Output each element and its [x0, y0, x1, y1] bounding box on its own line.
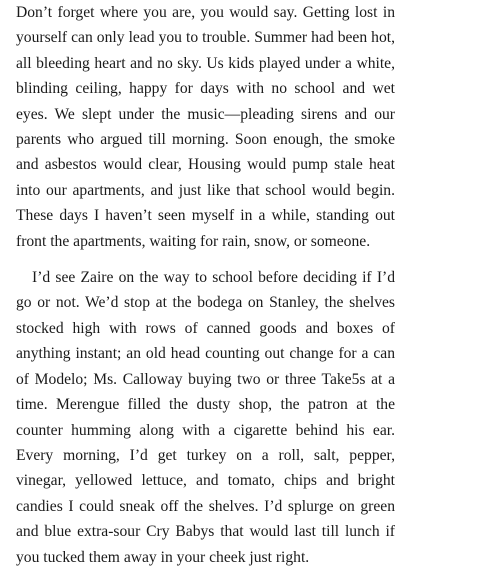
document-page: [16, 0, 395, 570]
paragraph-1: Don’t forget where you are, you would say. Getting lost in yourself can only lead you to trouble. Summer had been hot, all bleeding heart and no sky. Us kids played under a white, blinding ceiling, happy for days with no school and wet eyes. We slept under the music—pleading sirens and our parents who argued till morning. Soon enough, the smoke and asbestos would clear, Housing would pump stale heat into our apartments, and just like that school would begin. These days I haven’t seen myself in a while, standing out front the apartments, waiting for rain, snow, or someone.: [16, 4, 395, 250]
paragraph-2: I’d see Zaire on the way to school before deciding if I’d go or not. We’d stop at the bodega on Stanley, the shelves stocked high with rows of canned goods and boxes of anything instant; an old head counting out change for a can of Modelo; Ms. Calloway buying two or three Take5s at a time. Merengue filled the dusty shop, the patron at the counter humming along with a cigarette behind his ear. Every morning, I’d get turkey on a roll, salt, pepper, vinegar, yellowed lettuce, and tomato, chips and bright candies I could sneak off the shelves. I’d splurge on green and blue extra-sour Cry Babys that would last till lunch if you tucked them away in your cheek just right.: [16, 269, 395, 566]
